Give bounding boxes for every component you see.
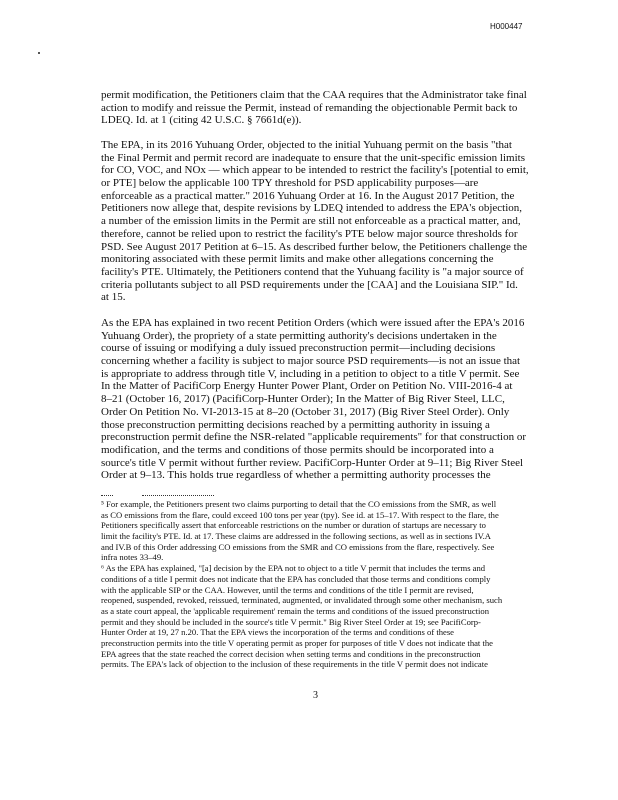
footnote-line: permit and they should be included in the source's title V permit." Big River Steel Order at 19; see PacifiCorp- [101,616,481,627]
footnote-line: as a state court appeal, the 'applicable requirement' remain the terms and conditions of the issued preconstruction [101,605,490,616]
text-line: LDEQ. Id. at 1 (citing 42 U.S.C. § 7661d(e)). [101,114,302,127]
text-line: 8–21 (October 16, 2017) (PacifiCorp-Hunter Order); In the Matter of Big River Steel, LLC, [101,393,505,406]
footnote-line: Petitioners specifically assert that enforceable restrictions on the number or duration of startups are necessary to [101,520,486,531]
text-line: a number of the emission limits in the Permit are still not enforceable as a practical matter, and, [101,215,521,228]
text-line: Petitioners now allege that, despite revisions by LDEQ intended to address the EPA's objection, [101,202,523,215]
text-line: criteria pollutants subject to all PSD requirements under the [CAA] and the Louisiana SIP." Id. [101,278,518,291]
paragraph-3 [101,317,541,482]
text-line: or PTE] below the applicable 100 TPY threshold for PSD applicability purposes—are [101,177,479,190]
footnote-line: permits. The EPA's lack of objection to the inclusion of these requirements in the title V permit does not indicate [101,659,488,670]
footnote-line: limit the facility's PTE. Id. at 17. These claims are addressed in the following sections, as well as in sections IV.A [101,531,492,542]
text-line: monitoring associated with these permit limits and make other allegations concerning the [101,253,494,266]
footnote-line: ⁵ For example, the Petitioners present two claims purporting to detail that the CO emissions from the SMR, as well [101,499,497,509]
page-number: 3 [313,690,318,701]
text-line: action to modify and reissue the Permit, instead of remanding the objectionable Permit back to [101,101,518,114]
text-line: enforceable as a practical matter." 2016 Yuhuang Order at 16. In the August 2017 Petition, the [101,189,515,202]
text-line: Order at 9–13. This holds true regardless of whether a permitting authority processes the [101,469,491,482]
footnote-line: reopened, suspended, revoked, reissued, terminated, augmented, or invalidated through some other mechanism, such [101,595,503,606]
text-line: at 15. [101,291,126,304]
text-line: is appropriate to address through title V, including in a petition to object to a title V permit. See [101,367,520,380]
text-line: the Final Permit and permit record are inadequate to ensure that the unit-specific emission limits [101,151,525,164]
footnote-line: EPA agrees that the state reached the correct decision when setting terms and conditions in the preconstruction [101,648,481,659]
text-line: concerning whether a facility is subject to major source PSD requirements—is not an issue that [101,355,521,368]
text-line: PSD. See August 2017 Petition at 6–15. As described further below, the Petitioners challenge the [101,240,528,253]
footnote-line: preconstruction permits into the title V operating permit as proper for purposes of title V does not indicate that the [101,637,493,648]
scan-speck [38,52,40,54]
text-line: facility's PTE. Ultimately, the Petitioners contend that the Yuhuang facility is "a major source of [101,265,524,278]
footnotes [101,499,541,670]
text-line: preconstruction permit define the NSR-related "applicable requirements" for that construction or [101,431,527,444]
text-line: As the EPA has explained in two recent Petition Orders (which were issued after the EPA's 2016 [101,317,525,329]
text-line: Yuhuang Order), the propriety of a state permitting authority's decisions undertaken in the [101,329,497,342]
text-line: course of issuing or modifying a duly issued preconstruction permit—including decisions [101,342,496,355]
text-line: In the Matter of PacifiCorp Energy Hunter Power Plant, Order on Petition No. VIII-2016-4 at [101,380,513,393]
text-line: for CO, VOC, and NOx — which appear to be intended to restrict the facility's [potential to emit, [101,164,529,177]
footnote-separator [142,495,214,496]
text-line: those preconstruction permitting decisions reached by a permitting authority in issuing a [101,418,490,431]
footnote-line: as CO emissions from the flare, could exceed 100 tons per year (tpy). See id. at 15–17. With respect to the flare, the [101,509,499,520]
footnote-separator-start [101,495,113,496]
footnote-line: and IV.B of this Order addressing CO emissions from the SMR and CO emissions from the flare, respectively. See [101,541,495,552]
paragraph-1 [101,89,541,127]
footnote-line: infra notes 33–49. [101,552,164,563]
text-line: Order On Petition No. VI-2013-15 at 8–20 (October 31, 2017) (Big River Steel Order). Only [101,405,510,418]
footnote-line: Hunter Order at 19, 27 n.20. That the EPA views the incorporation of the terms and conditions of these [101,627,454,638]
text-line: modification, and the terms and conditions of those permits should be incorporated into a [101,443,494,456]
text-line: The EPA, in its 2016 Yuhuang Order, objected to the initial Yuhuang permit on the basis "that [101,139,512,151]
footnote-line: conditions of a title I permit does not indicate that the EPA has concluded that those terms and conditions comply [101,573,491,584]
paragraph-2 [101,139,541,304]
footnote-line: ⁶ As the EPA has explained, "[a] decision by the EPA not to object to a title V permit that includes the terms and [101,563,486,574]
text-line: permit modification, the Petitioners claim that the CAA requires that the Administrator take final [101,89,527,101]
text-line: source's title V permit without further review. PacifiCorp-Hunter Order at 9–11; Big River Steel [101,456,524,469]
text-line: therefore, cannot be relied upon to restrict the facility's PTE below major source thresholds for [101,227,518,240]
bates-number: H000447 [490,22,523,31]
footnote-line: with the applicable SIP or the CAA. However, until the terms and conditions of the title I permit are revised, [101,584,474,595]
